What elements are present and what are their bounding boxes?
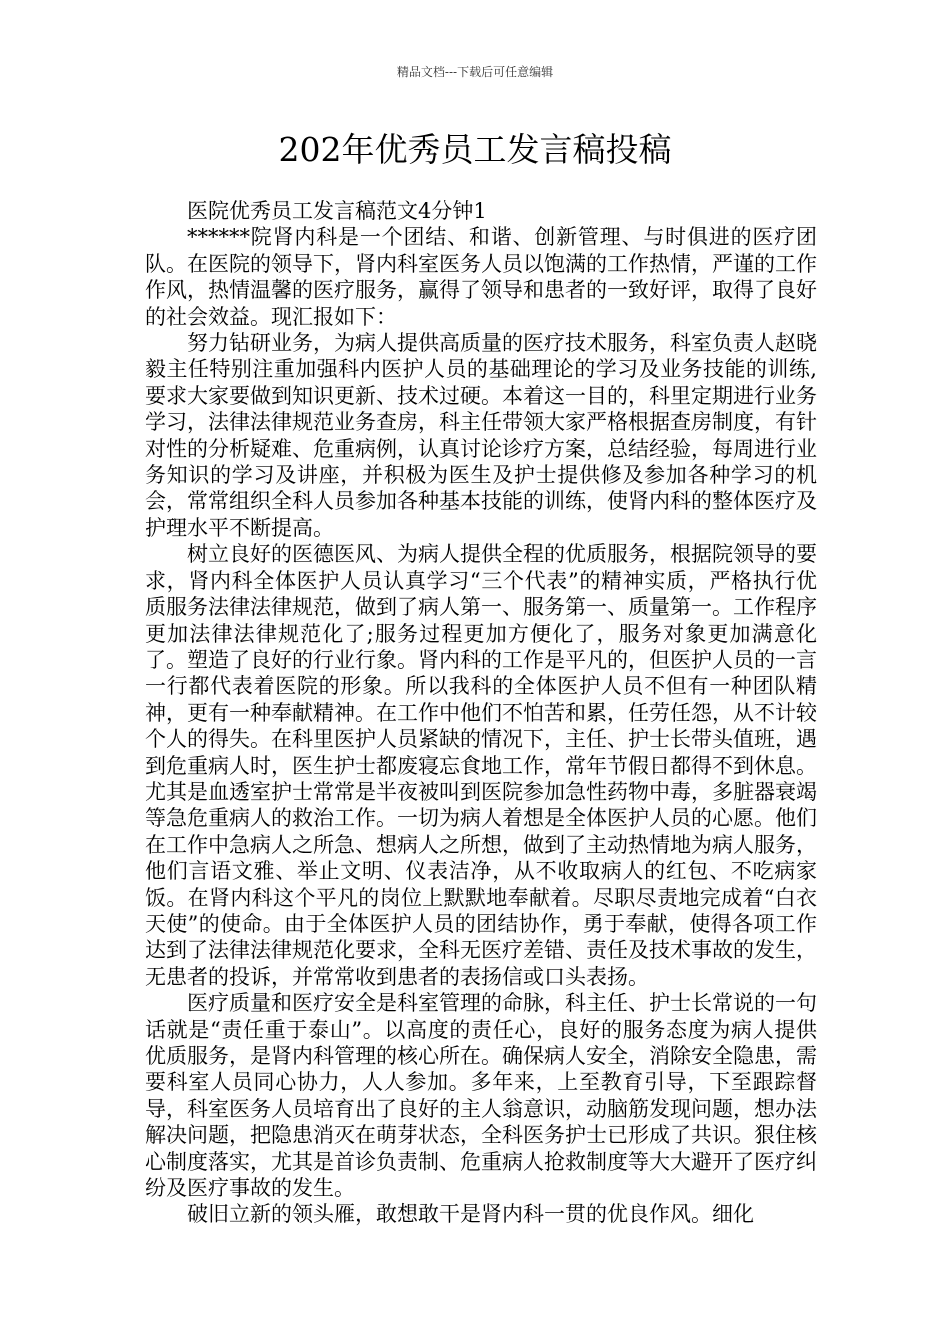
document-title: 202年优秀员工发言稿投稿 bbox=[278, 130, 672, 169]
header-note: 精品文档---下载后可任意编辑 bbox=[396, 65, 554, 79]
paragraph-ethics: 树立良好的医德医风、为病人提供全程的优质服务，根据院领导的要求，肾内科全体医护人员认真学习“三个代表”的精神实质，严格执行优质服务法律法律规范，做到了病人第一、服务第一、质量第一。工作程序更加法律法律规范化了;服务过程更加方便化了，服务对象更加满意化了。塑造了良好的行业行象。肾内科的工作是平凡的，但医护人员的一言一行都代表着医院的形象。所以我科的全体医护人员不但有一种团队精神，更有一种奉献精神。在工作中他们不怕苦和累，任劳任怨，从不计较个人的得失。在科里医护人员紧缺的情况下，主任、护士长带头值班，遇到危重病人时，医生护士都废寝忘食地工作，常年节假日都得不到休息。尤其是血透室护士常常是半夜被叫到医院参加急性药物中毒，多脏器衰竭等急危重病人的救治工作。一切为病人着想是全体医护人员的心愿。他们在工作中急病人之所急、想病人之所想，做到了主动热情地为病人服务，他们言语文雅、举止文明、仪表洁净，从不收取病人的红包、不吃病家饭。在肾内科这个平凡的岗位上默默地奉献着。尽职尽责地完成着“白衣天使”的使命。由于全体医护人员的团结协作，勇于奉献，使得各项工作达到了法律法律规范化要求，全科无医疗差错、责任及技术事故的发生，无患者的投诉，并常常收到患者的表扬信或口头表扬。 bbox=[145, 542, 817, 989]
paragraph-study: 努力钻研业务，为病人提供高质量的医疗技术服务，科室负责人赵晓毅主任特别注重加强科内医护人员的基础理论的学习及业务技能的训练,要求大家要做到知识更新、技术过硬。本着这一目的，科里定期进行业务学习，法律法律规范业务查房，科主任带领大家严格根据查房制度，有针对性的分析疑难、危重病例，认真讨论诊疗方案，总结经验，每周进行业务知识的学习及讲座，并积极为医生及护士提供修及参加各种学习的机会，常常组织全科人员参加各种基本技能的训练，使肾内科的整体医疗及护理水平不断提高。 bbox=[145, 331, 817, 540]
paragraph-innovation: 破旧立新的领头雁，敢想敢干是肾内科一贯的优良作风。细化 bbox=[187, 1202, 754, 1227]
paragraph-subtitle: 医院优秀员工发言稿范文4分钟1 bbox=[187, 199, 487, 223]
document-body bbox=[145, 198, 817, 1228]
paragraph-safety: 医疗质量和医疗安全是科室管理的命脉，科主任、护士长常说的一句话就是“责任重于泰山”。以高度的责任心，良好的服务态度为病人提供优质服务，是肾内科管理的核心所在。确保病人安全，消除安全隐患，需要科室人员同心协力，人人参加。多年来，上至教育引导，下至跟踪督导，科室医务人员培育出了良好的主人翁意识，动脑筋发现问题，想办法解决问题，把隐患消灭在萌芽状态，全科医务护士已形成了共识。狠住核心制度落实，尤其是首诊负责制、危重病人抢救制度等大大避开了医疗纠纷及医疗事故的发生。 bbox=[145, 991, 817, 1201]
paragraph-intro: ******院肾内科是一个团结、和谐、创新管理、与时俱进的医疗团队。在医院的领导下，肾内科室医务人员以饱满的工作热情，严谨的工作作风，热情温馨的医疗服务，赢得了领导和患者的一致好评，取得了良好的社会效益。现汇报如下： bbox=[145, 225, 817, 329]
